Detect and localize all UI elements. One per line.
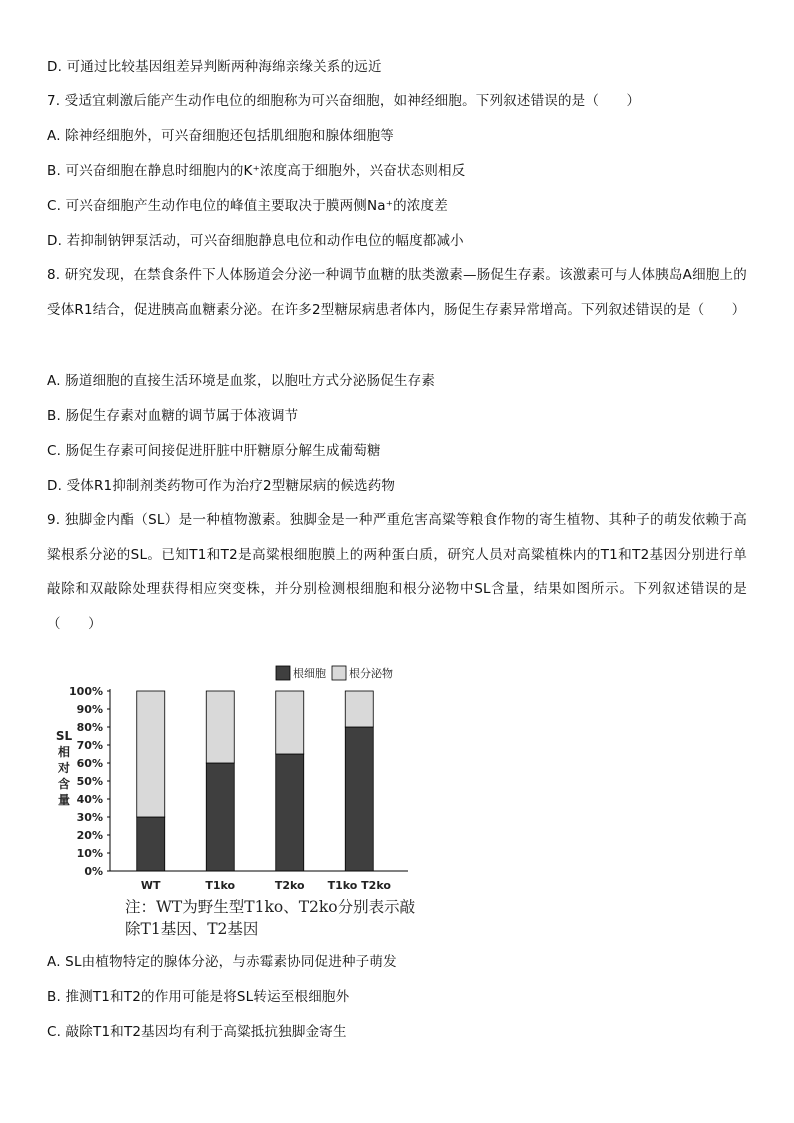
q8-option-d: D. 受体R1抑制剂类药物可作为治疗2型糖尿病的候选药物	[47, 478, 396, 494]
q7-option-a: A. 除神经细胞外，可兴奋细胞还包括肌细胞和腺体细胞等	[47, 128, 394, 144]
y-axis-label-char: 含	[57, 777, 71, 791]
q8-option-c: C. 肠促生存素可间接促进肝脏中肝糖原分解生成葡萄糖	[47, 443, 381, 459]
q9-stem: 9. 独脚金内酯（SL）是一种植物激素。独脚金是一种严重危害高粱等粮食作物的寄生植物、其种子的萌发依赖于高粱根系分泌的SL。已知T1和T2是高粱根细胞膜上的两种蛋白质，研究人员对高粱植株内的T1和T2基因分别进行单敲除和双敲除处理获得相应突变株，并分别检测根细胞和根分泌物中SL含量，结果如图所示。下列叙述错误的是（ ）	[47, 512, 747, 632]
y-tick-label: 20%	[76, 829, 103, 842]
q9-option-b: B. 推测T1和T2的作用可能是将SL转运至根细胞外	[47, 989, 350, 1005]
x-tick-label: T1ko	[205, 879, 236, 892]
bar-root-cell	[276, 754, 304, 871]
y-tick-label: 10%	[76, 847, 103, 860]
y-axis-label-char: 相	[57, 745, 71, 759]
q7-stem: 7. 受适宜刺激后能产生动作电位的细胞称为可兴奋细胞，如神经细胞。下列叙述错误的是（ ）	[47, 93, 641, 109]
bar-root-exudate	[276, 691, 304, 754]
y-tick-label: 30%	[76, 811, 103, 824]
y-tick-label: 100%	[69, 685, 103, 698]
x-tick-label: WT	[140, 879, 161, 892]
q8-option-a: A. 肠道细胞的直接生活环境是血浆，以胞吐方式分泌肠促生存素	[47, 373, 436, 389]
y-tick-label: 90%	[76, 703, 103, 716]
q6-option-d: D. 可通过比较基因组差异判断两种海绵亲缘关系的远近	[47, 59, 382, 75]
y-axis-label-char: 量	[57, 793, 71, 807]
bar-root-exudate	[137, 691, 165, 817]
q9-option-c: C. 敲除T1和T2基因均有利于高粱抵抗独脚金寄生	[47, 1024, 347, 1040]
bar-root-cell	[345, 727, 373, 871]
sl-stacked-bar-chart	[50, 656, 410, 896]
bar-root-cell	[206, 763, 234, 871]
bar-root-exudate	[345, 691, 373, 727]
y-tick-label: 60%	[76, 757, 103, 770]
legend-swatch	[276, 666, 290, 680]
y-tick-label: 40%	[76, 793, 103, 806]
legend-label: 根分泌物	[349, 667, 393, 680]
chart-note: 注：WT为野生型T1ko、T2ko分别表示敲除T1基因、T2基因	[125, 898, 416, 938]
q9-option-a: A. SL由植物特定的腺体分泌，与赤霉素协同促进种子萌发	[47, 954, 397, 970]
bar-root-exudate	[206, 691, 234, 763]
bar-root-cell	[137, 817, 165, 871]
legend-swatch	[332, 666, 346, 680]
y-axis-label-char: SL	[55, 729, 73, 743]
y-tick-label: 0%	[84, 865, 103, 878]
y-tick-label: 80%	[76, 721, 103, 734]
q7-option-d: D. 若抑制钠钾泵活动，可兴奋细胞静息电位和动作电位的幅度都减小	[47, 233, 464, 249]
legend-label: 根细胞	[293, 667, 326, 680]
q7-option-c: C. 可兴奋细胞产生动作电位的峰值主要取决于膜两侧Na⁺的浓度差	[47, 198, 448, 214]
y-axis-label-char: 对	[57, 761, 71, 775]
q8-stem: 8. 研究发现，在禁食条件下人体肠道会分泌一种调节血糖的肽类激素—肠促生存素。该激素可与人体胰岛A细胞上的受体R1结合，促进胰高血糖素分泌。在许多2型糖尿病患者体内，肠促生存素异常增高。下列叙述错误的是（ ）	[47, 267, 747, 318]
chart-svg	[50, 656, 410, 896]
q7-option-b: B. 可兴奋细胞在静息时细胞内的K⁺浓度高于细胞外，兴奋状态则相反	[47, 163, 466, 179]
y-tick-label: 70%	[76, 739, 103, 752]
x-tick-label: T1ko T2ko	[327, 879, 391, 892]
y-tick-label: 50%	[76, 775, 103, 788]
q8-option-b: B. 肠促生存素对血糖的调节属于体液调节	[47, 408, 299, 424]
x-tick-label: T2ko	[274, 879, 305, 892]
